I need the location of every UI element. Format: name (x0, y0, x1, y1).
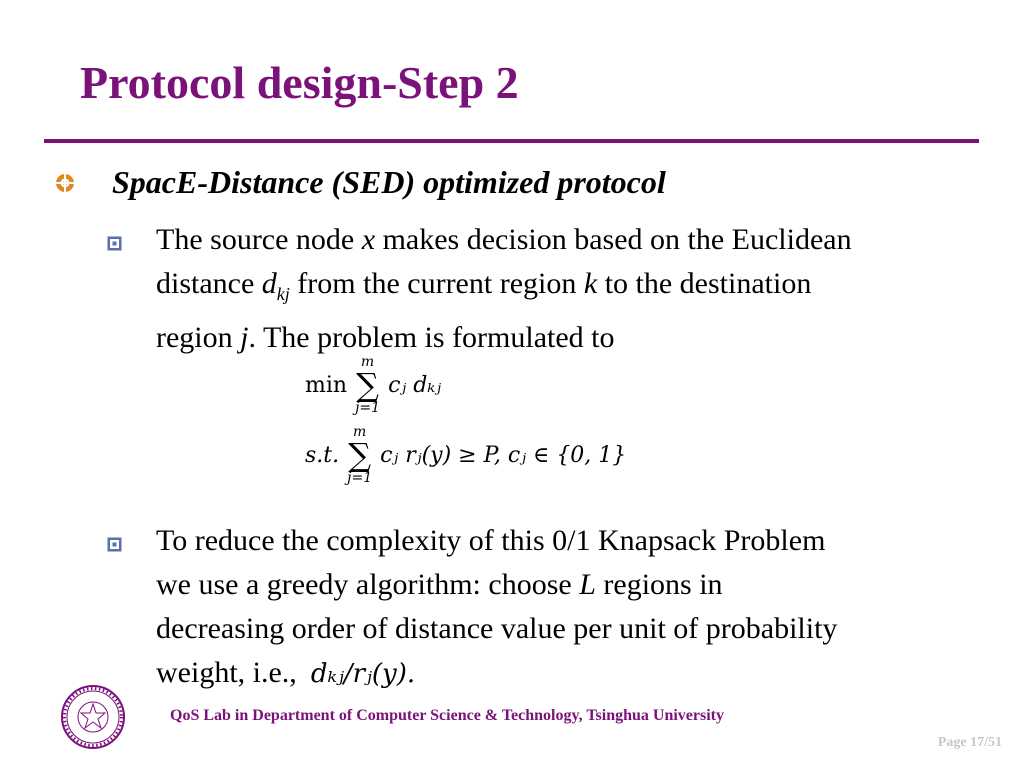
text: weight, i.e., (156, 656, 297, 689)
text: to the destination (597, 267, 812, 300)
text: . The problem is formulated to (248, 321, 615, 354)
ratio-formula: dₖⱼ/rⱼ(y). (310, 659, 416, 689)
constraint-expression: cⱼ rⱼ(y) ≥ P, cⱼ ∈ {0, 1} (380, 442, 627, 468)
tsinghua-seal-logo (60, 684, 126, 750)
page-number: Page 17/51 (937, 735, 1002, 750)
var-d: d (261, 267, 277, 300)
subject-to-label: s.t. (305, 442, 340, 468)
square-bullet-icon (107, 537, 122, 552)
optimization-formula (305, 350, 626, 490)
constraint-row (305, 420, 626, 490)
text: distance (156, 267, 262, 300)
var-j: j (240, 321, 249, 354)
var-L: L (579, 568, 596, 601)
text: from the current region (289, 267, 584, 300)
var-kj: kj (276, 284, 290, 304)
min-operator: min (305, 372, 348, 398)
text: regions in (595, 568, 723, 601)
summation (355, 355, 380, 415)
sum-lower-limit: j=1 (355, 400, 381, 416)
text: makes decision based on the Euclidean (375, 223, 852, 256)
square-bullet-icon (107, 236, 122, 251)
summation (347, 425, 372, 485)
text: we use a greedy algorithm: choose (156, 568, 580, 601)
text-line: decreasing order of distance value per unit of probability (156, 612, 838, 645)
var-x: x (361, 223, 376, 256)
sum-upper-limit: m (352, 424, 367, 440)
paragraph-problem-statement (156, 218, 1016, 360)
slide-title: Protocol design-Step 2 (80, 57, 519, 108)
objective-row (305, 350, 626, 420)
text: region (156, 321, 241, 354)
text-line: To reduce the complexity of this 0/1 Knapsack Problem (156, 524, 826, 557)
orange-disc-bullet-icon (55, 173, 75, 193)
footer-affiliation: QoS Lab in Department of Computer Science & Technology, Tsinghua University (170, 707, 724, 724)
paragraph-greedy-algorithm (156, 519, 1016, 696)
sum-upper-limit: m (360, 354, 375, 370)
var-k: k (583, 267, 598, 300)
sum-lower-limit: j=1 (347, 470, 373, 486)
sigma-icon: ∑ (348, 436, 372, 474)
text: The source node (156, 223, 362, 256)
bullet-heading-sed: SpacE-Distance (SED) optimized protocol (112, 164, 666, 200)
objective-expression: cⱼ dₖⱼ (388, 372, 442, 398)
title-divider (44, 139, 979, 143)
sigma-icon: ∑ (356, 366, 379, 404)
